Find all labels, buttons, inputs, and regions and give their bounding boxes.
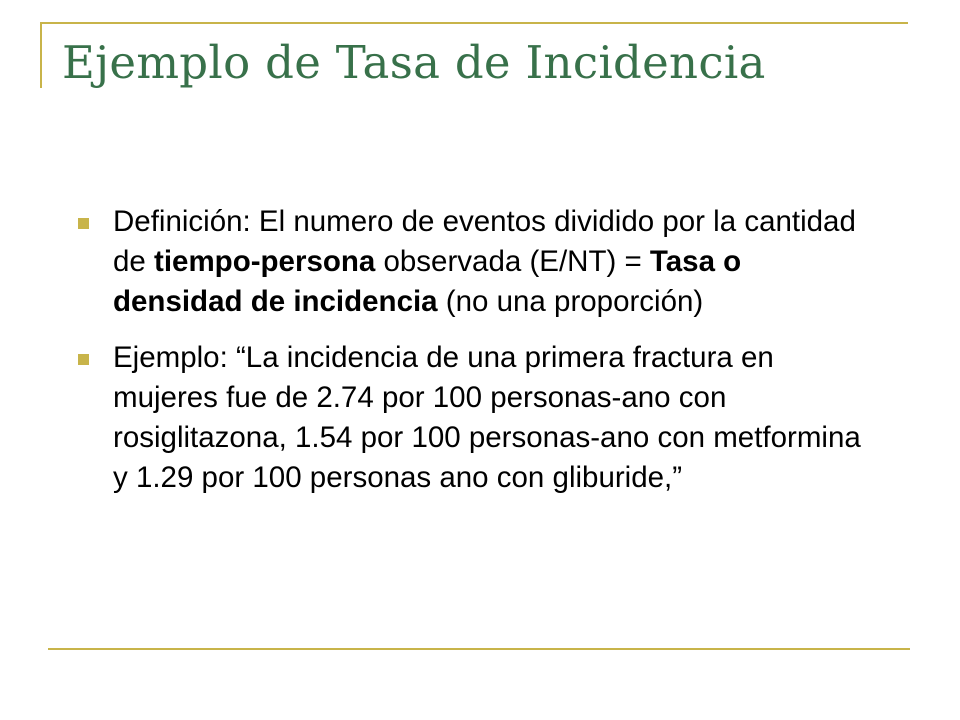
term-person-time: tiempo-persona — [154, 245, 376, 278]
definition-middle: observada (E/NT) = — [375, 245, 650, 278]
definition-tail: (no una proporción) — [437, 285, 704, 318]
definition-text — [113, 205, 856, 318]
square-bullet-icon — [78, 218, 89, 229]
bullet-list — [78, 202, 878, 514]
term-incidence-rate: Tasa o densidad de incidencia — [113, 245, 742, 318]
bullet-example — [78, 338, 878, 498]
left-rule — [40, 22, 42, 88]
slide-title: Ejemplo de Tasa de Incidencia — [62, 36, 766, 89]
definition-lead: Definición: El numero de eventos dividido por la cantidad de — [113, 205, 856, 278]
square-bullet-icon — [78, 354, 89, 365]
top-rule — [40, 22, 908, 24]
bullet-definition — [78, 202, 878, 322]
bottom-rule — [48, 648, 910, 650]
example-text: Ejemplo: “La incidencia de una primera fractura en mujeres fue de 2.74 por 100 personas-ano con rosiglitazona, 1.54 por 100 personas-ano con metformina y 1.29 por 100 personas ano con gliburide,” — [113, 341, 861, 494]
